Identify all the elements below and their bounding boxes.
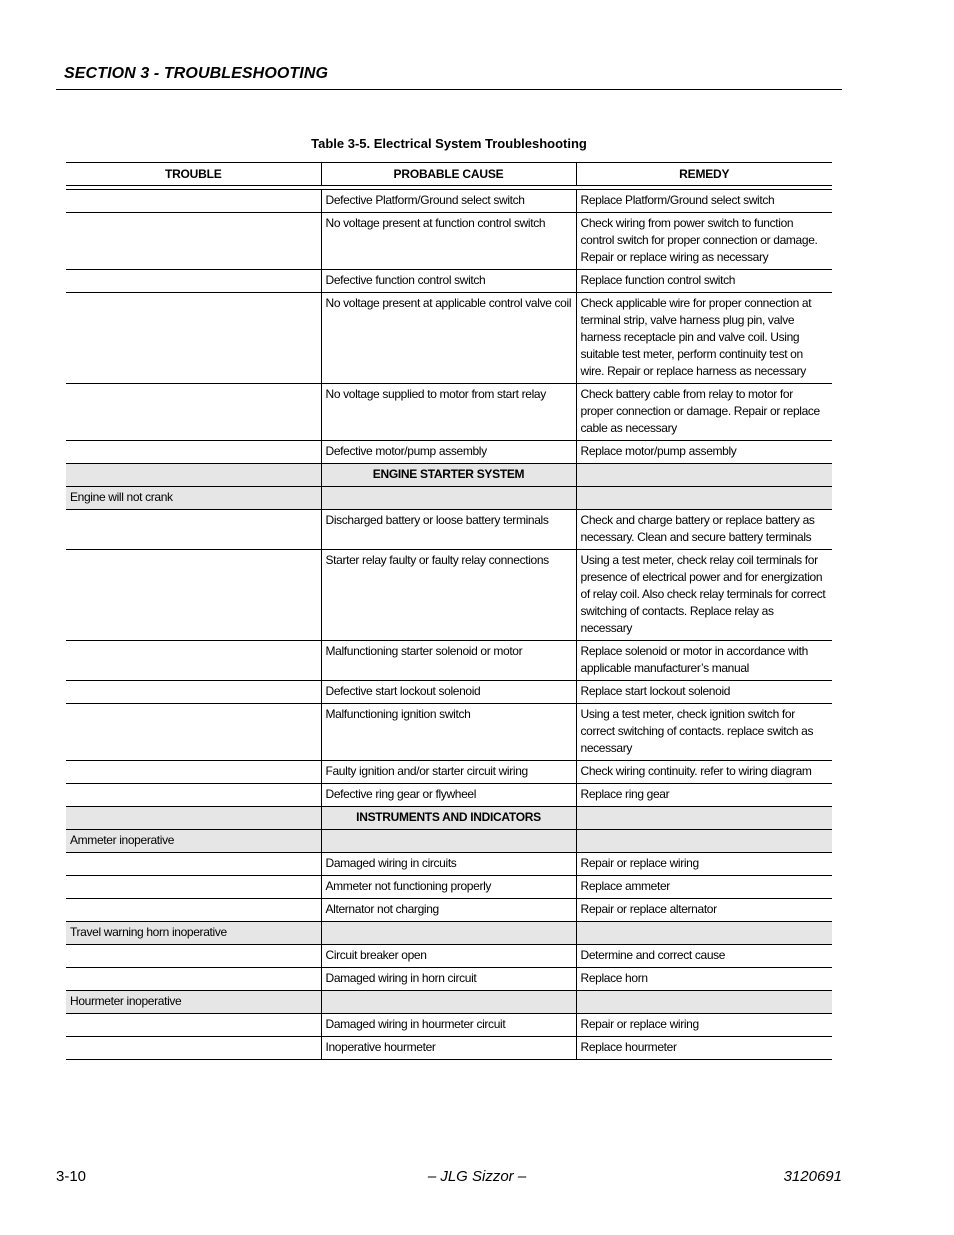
- cause-cell: [321, 487, 576, 510]
- table-row: [66, 213, 832, 270]
- remedy-cell: Check applicable wire for proper connection at terminal strip, valve harness plug pin, valve harness receptacle pin and valve coil. Using suitable test meter, perform continuity test on wire. Repair or replace harness as necessary: [576, 293, 832, 384]
- column-header-remedy: REMEDY: [576, 163, 832, 186]
- cause-cell: Defective start lockout solenoid: [321, 681, 576, 704]
- remedy-cell: Determine and correct cause: [576, 945, 832, 968]
- remedy-cell: Replace horn: [576, 968, 832, 991]
- cause-cell: Defective motor/pump assembly: [321, 441, 576, 464]
- remedy-cell: Replace ammeter: [576, 876, 832, 899]
- cause-cell: Discharged battery or loose battery terminals: [321, 510, 576, 550]
- table-row: [66, 681, 832, 704]
- cause-cell: Damaged wiring in hourmeter circuit: [321, 1014, 576, 1037]
- remedy-cell: Repair or replace alternator: [576, 899, 832, 922]
- remedy-cell: Using a test meter, check ignition switch for correct switching of contacts. replace switch as necessary: [576, 704, 832, 761]
- table-row: [66, 704, 832, 761]
- remedy-cell: Check battery cable from relay to motor for proper connection or damage. Repair or replace cable as necessary: [576, 384, 832, 441]
- section-header: [56, 64, 842, 90]
- remedy-cell: Replace Platform/Ground select switch: [576, 190, 832, 213]
- table-row: [66, 853, 832, 876]
- table-row: [66, 550, 832, 641]
- table-body: [66, 186, 832, 1060]
- footer-title: – JLG Sizzor –: [427, 1168, 527, 1185]
- cause-cell: Ammeter not functioning properly: [321, 876, 576, 899]
- trouble-cell: Engine will not crank: [66, 487, 321, 510]
- section-heading-row: [66, 807, 832, 830]
- trouble-row: [66, 922, 832, 945]
- cause-cell: No voltage supplied to motor from start relay: [321, 384, 576, 441]
- trouble-cell: [66, 1014, 321, 1037]
- trouble-cell: [66, 968, 321, 991]
- remedy-cell: [576, 487, 832, 510]
- remedy-cell: Check wiring continuity. refer to wiring diagram: [576, 761, 832, 784]
- remedy-cell: [576, 464, 832, 487]
- trouble-cell: [66, 945, 321, 968]
- trouble-cell: [66, 807, 321, 830]
- table-row: [66, 1037, 832, 1060]
- troubleshooting-table: [66, 162, 832, 1060]
- trouble-cell: [66, 384, 321, 441]
- table-row: [66, 761, 832, 784]
- trouble-cell: Ammeter inoperative: [66, 830, 321, 853]
- cause-cell: Damaged wiring in circuits: [321, 853, 576, 876]
- cause-cell: No voltage present at function control switch: [321, 213, 576, 270]
- cause-cell: Malfunctioning starter solenoid or motor: [321, 641, 576, 681]
- remedy-cell: Using a test meter, check relay coil terminals for presence of electrical power and for energization of relay coil. Also check relay terminals for correct switching of contacts. Replace relay as necessary: [576, 550, 832, 641]
- section-heading: INSTRUMENTS AND INDICATORS: [321, 807, 576, 830]
- cause-cell: Circuit breaker open: [321, 945, 576, 968]
- trouble-cell: Hourmeter inoperative: [66, 991, 321, 1014]
- cause-cell: [321, 830, 576, 853]
- cause-cell: Malfunctioning ignition switch: [321, 704, 576, 761]
- section-title: SECTION 3 - TROUBLESHOOTING: [64, 65, 329, 82]
- remedy-cell: Replace motor/pump assembly: [576, 441, 832, 464]
- cause-cell: Defective ring gear or flywheel: [321, 784, 576, 807]
- remedy-cell: Replace solenoid or motor in accordance with applicable manufacturer’s manual: [576, 641, 832, 681]
- cause-cell: Defective Platform/Ground select switch: [321, 190, 576, 213]
- table-row: [66, 270, 832, 293]
- trouble-cell: [66, 213, 321, 270]
- remedy-cell: Repair or replace wiring: [576, 1014, 832, 1037]
- trouble-cell: [66, 681, 321, 704]
- trouble-cell: Travel warning horn inoperative: [66, 922, 321, 945]
- table-row: [66, 945, 832, 968]
- column-header-probable-cause: PROBABLE CAUSE: [321, 163, 576, 186]
- trouble-cell: [66, 1037, 321, 1060]
- table-row: [66, 641, 832, 681]
- section-heading-row: [66, 464, 832, 487]
- trouble-cell: [66, 270, 321, 293]
- column-header-trouble: TROUBLE: [66, 163, 321, 186]
- remedy-cell: Replace start lockout solenoid: [576, 681, 832, 704]
- remedy-cell: Replace ring gear: [576, 784, 832, 807]
- table-row: [66, 876, 832, 899]
- table-row: [66, 1014, 832, 1037]
- trouble-cell: [66, 784, 321, 807]
- section-heading: ENGINE STARTER SYSTEM: [321, 464, 576, 487]
- cause-cell: Damaged wiring in horn circuit: [321, 968, 576, 991]
- trouble-cell: [66, 876, 321, 899]
- trouble-cell: [66, 190, 321, 213]
- trouble-cell: [66, 441, 321, 464]
- table-caption: Table 3-5. Electrical System Troubleshooting: [311, 136, 587, 151]
- table-row: [66, 899, 832, 922]
- table-row: [66, 510, 832, 550]
- trouble-row: [66, 487, 832, 510]
- cause-cell: Defective function control switch: [321, 270, 576, 293]
- table-row: [66, 293, 832, 384]
- table-row: [66, 784, 832, 807]
- cause-cell: Starter relay faulty or faulty relay connections: [321, 550, 576, 641]
- trouble-row: [66, 991, 832, 1014]
- remedy-cell: [576, 830, 832, 853]
- trouble-cell: [66, 899, 321, 922]
- remedy-cell: Check and charge battery or replace battery as necessary. Clean and secure battery terminals: [576, 510, 832, 550]
- trouble-cell: [66, 550, 321, 641]
- footer-page-number: 3-10: [56, 1168, 87, 1185]
- table-row: [66, 968, 832, 991]
- remedy-cell: [576, 807, 832, 830]
- cause-cell: No voltage present at applicable control valve coil: [321, 293, 576, 384]
- remedy-cell: Check wiring from power switch to function control switch for proper connection or damage. Repair or replace wiring as necessary: [576, 213, 832, 270]
- trouble-cell: [66, 464, 321, 487]
- cause-cell: Faulty ignition and/or starter circuit wiring: [321, 761, 576, 784]
- table-row: [66, 190, 832, 213]
- trouble-cell: [66, 761, 321, 784]
- cause-cell: [321, 922, 576, 945]
- table-header-row: [66, 163, 832, 186]
- table-row: [66, 384, 832, 441]
- trouble-cell: [66, 510, 321, 550]
- trouble-cell: [66, 641, 321, 681]
- trouble-row: [66, 830, 832, 853]
- remedy-cell: Replace function control switch: [576, 270, 832, 293]
- cause-cell: Inoperative hourmeter: [321, 1037, 576, 1060]
- remedy-cell: Repair or replace wiring: [576, 853, 832, 876]
- remedy-cell: [576, 991, 832, 1014]
- table-row: [66, 441, 832, 464]
- remedy-cell: Replace hourmeter: [576, 1037, 832, 1060]
- trouble-cell: [66, 853, 321, 876]
- trouble-cell: [66, 704, 321, 761]
- remedy-cell: [576, 922, 832, 945]
- footer-doc-number: 3120691: [783, 1168, 842, 1185]
- trouble-cell: [66, 293, 321, 384]
- cause-cell: Alternator not charging: [321, 899, 576, 922]
- cause-cell: [321, 991, 576, 1014]
